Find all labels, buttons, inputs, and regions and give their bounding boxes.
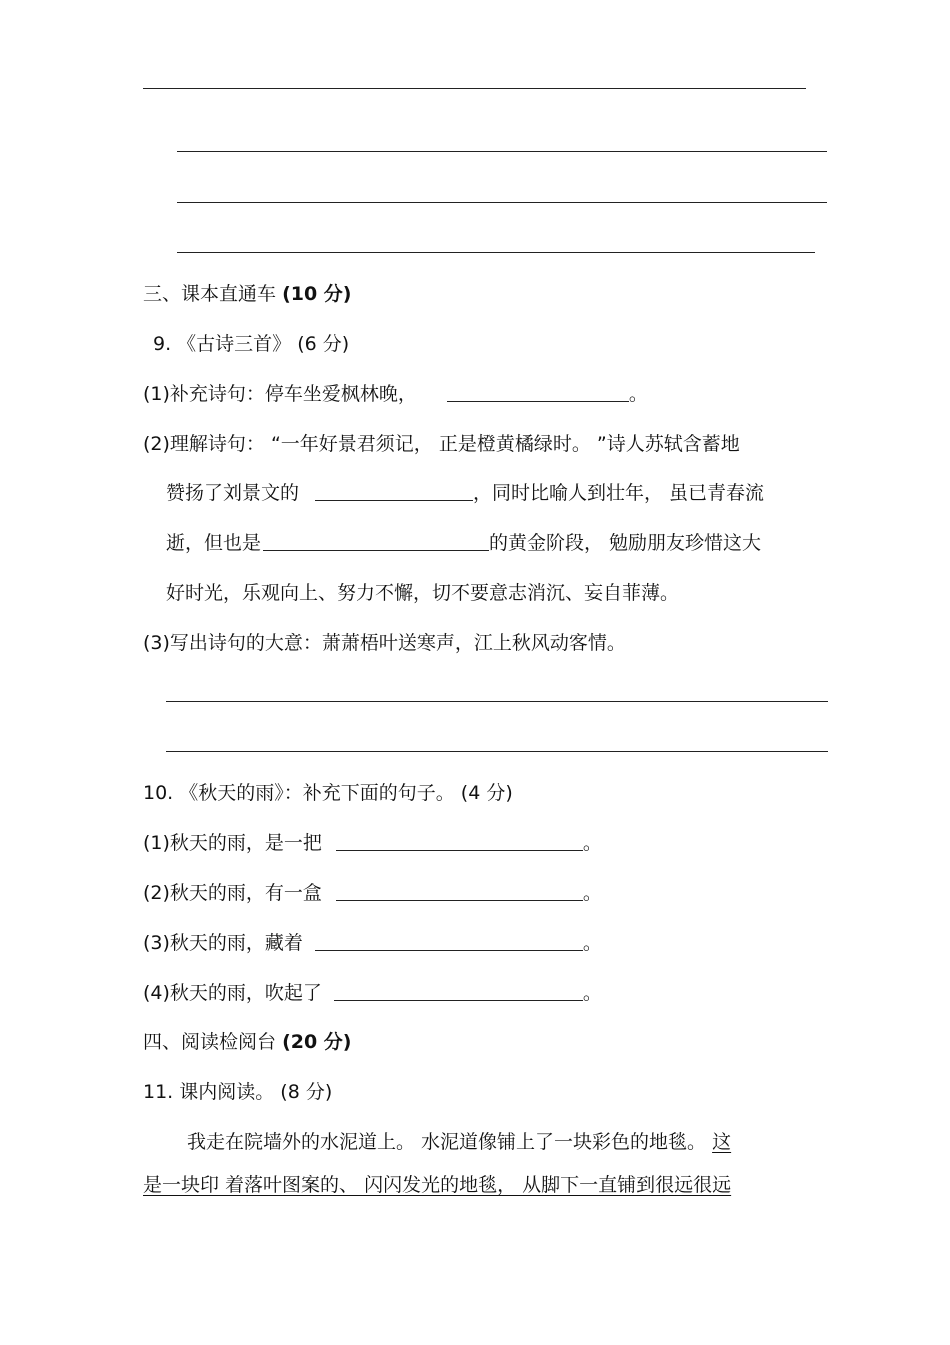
question-title: 10. 《秋天的雨》：补充下面的句子。 (4 分) [143,782,513,804]
item-end: 。 [582,982,602,1004]
fill-blank[interactable] [336,830,583,851]
answer-line [143,88,806,89]
item-text: (3)秋天的雨，藏着 [143,932,303,954]
item-end: 。 [628,383,648,405]
item-text: (4)秋天的雨，吹起了 [143,982,322,1004]
section-score: (10 分) [282,283,352,305]
fill-blank[interactable] [315,930,583,951]
section-title: 四、阅读检阅台 [143,1031,277,1053]
answer-line [166,751,828,752]
fill-blank[interactable] [334,980,583,1001]
answer-line [177,252,815,253]
item-text: (1)秋天的雨，是一把 [143,832,322,854]
underlined-text: 这 [712,1131,732,1153]
item-end: 。 [582,932,602,954]
item-text: 逝，但也是 [166,532,262,554]
question-item-line: 好时光，乐观向上、努力不懈，切不要意志消沉、妄自菲薄。 [166,582,680,604]
reading-paragraph-line [187,1129,731,1155]
question-title: 9. 《古诗三首》 (6 分) [153,333,350,355]
item-end: 。 [582,832,602,854]
fill-blank[interactable] [263,530,489,551]
item-text: (2)秋天的雨，有一盒 [143,882,322,904]
question-item: (3)写出诗句的大意：萧萧梧叶送寒声，江上秋风动客情。 [143,632,626,654]
question-item [143,930,602,956]
answer-line [177,202,827,203]
item-end: 。 [582,882,602,904]
answer-line [177,151,827,152]
fill-blank[interactable] [336,880,583,901]
item-text: 的黄金阶段， 勉励朋友珍惜这大 [489,532,762,554]
question-item [143,830,602,856]
question-item [143,381,648,407]
fill-blank[interactable] [315,480,473,501]
fill-blank[interactable] [447,381,629,402]
question-item: (2)理解诗句： “一年好景君须记， 正是橙黄橘绿时。 ”诗人苏轼含蓄地 [143,433,740,455]
reading-paragraph-line: 是一块印 着落叶图案的、 闪闪发光的地毯， 从脚下一直铺到很远很远 [143,1174,732,1196]
item-text: ，同时比喻人到壮年， 虽已青春流 [473,482,765,504]
question-item [143,880,602,906]
question-title: 11. 课内阅读。 (8 分) [143,1081,333,1103]
question-item-line [166,480,764,506]
item-text: (1)补充诗句：停车坐爱枫林晚， [143,383,417,405]
section-score: (20 分) [282,1031,352,1053]
answer-line [166,701,828,702]
section-title: 三、课本直通车 [143,283,277,305]
section-heading [143,1029,352,1055]
question-item [143,980,602,1006]
paragraph-text: 我走在院墙外的水泥道上。 水泥道像铺上了一块彩色的地毯。 [187,1131,713,1153]
question-item-line [166,530,761,556]
item-text: 赞扬了刘景文的 [166,482,300,504]
section-heading [143,281,352,307]
